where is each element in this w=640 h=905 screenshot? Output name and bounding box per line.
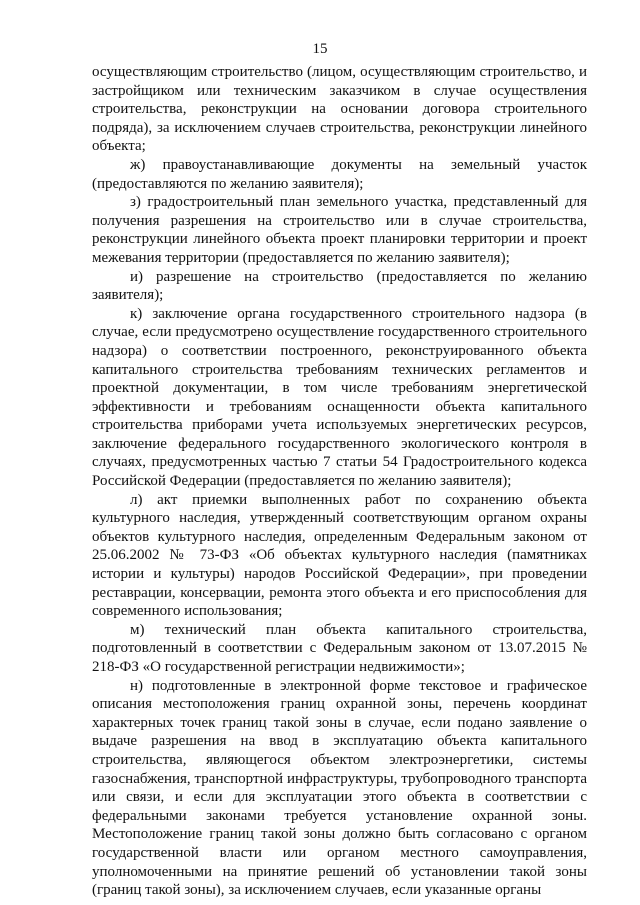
paragraph-item-i: и) разрешение на строительство (предоставляется по желанию заявителя); <box>92 268 587 304</box>
paragraph-item-k: к) заключение органа государственного строительного надзора (в случае, если предусмотрено осуществление государственного строительного надзора) о соответствии построенного, реконструированного объекта капитального строительства требованиям технических регламентов и проектной документации, в том числе требованиям энергетической эффективности и требованиям оснащенности объекта капитального строительства приборами учета используемых энергетических ресурсов, заключение федерального государственного экологического контроля в случаях, предусмотренных частью 7 статьи 54 Градостроительного кодекса Российской Федерации (предоставляется по желанию заявителя); <box>92 305 587 490</box>
paragraph-item-l: л) акт приемки выполненных работ по сохранению объекта культурного наследия, утвержденный соответствующим органом охраны объектов культурного наследия, определенным Федеральным законом от 25.06.2002 № 73-ФЗ «Об объектах культурного наследия (памятниках истории и культуры) народов Российской Федерации», при проведении реставрации, консервации, ремонта этого объекта и его приспособления для современного использования; <box>92 491 587 620</box>
paragraph-item-z: з) градостроительный план земельного участка, представленный для получения разрешения на строительство или в случае строительства, реконструкции линейного объекта проект планировки территории и проект межевания территории (предоставляется по желанию заявителя); <box>92 194 587 266</box>
paragraph-continuation: осуществляющим строительство (лицом, осуществляющим строительство, и застройщиком или техническим заказчиком в случае осуществления строительства, реконструкции на основании договора строительного подряда), за исключением случаев строительства, реконструкции линейного объекта; <box>92 64 587 155</box>
page-number: 15 <box>312 41 328 57</box>
document-body <box>92 63 587 900</box>
paragraph-item-m: м) технический план объекта капитального строительства, подготовленный в соответствии с Федеральным законом от 13.07.2015 № 218-ФЗ «О государственной регистрации недвижимости»; <box>92 621 587 675</box>
paragraph-item-zh: ж) правоустанавливающие документы на земельный участок (предоставляются по желанию заявителя); <box>92 156 587 192</box>
paragraph-item-n: н) подготовленные в электронной форме текстовое и графическое описания местоположения границ охранной зоны, перечень координат характерных точек границ такой зоны в случае, если подано заявление о выдаче разрешения на ввод в эксплуатацию объекта капитального строительства, являющегося объектом электроэнергетики, системы газоснабжения, транспортной инфраструктуры, трубопроводного транспорта или связи, и если для эксплуатации этого объекта в соответствии с федеральными законами требуется установление охранной зоны. Местоположение границ такой зоны должно быть согласовано с органом государственной власти или органом местного самоуправления, уполномоченными на принятие решений об установлении такой зоны (границ такой зоны), за исключением случаев, если указанные органы <box>92 677 587 899</box>
